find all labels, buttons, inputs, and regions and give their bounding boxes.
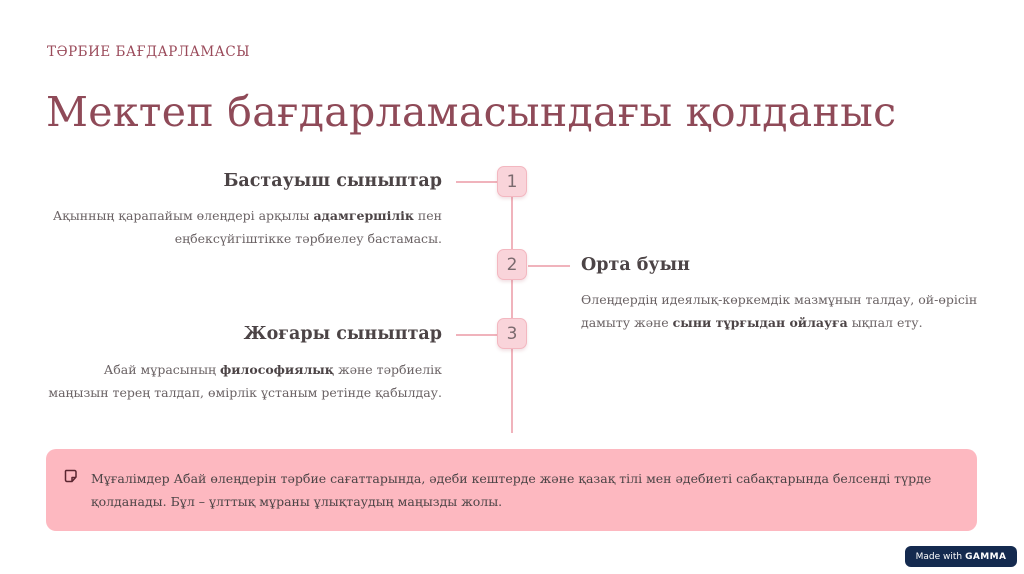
callout-text: Мұғалімдер Абай өлеңдерін тәрбие сағаттарында, әдеби кештерде және қазақ тілі мен әдебиеті сабақтарында белсенді түрде қолданады. Бұл – ұлттық мұраны ұлықтаудың маңызды жолы.: [91, 471, 932, 509]
desc-emphasis: философиялық: [220, 362, 335, 377]
made-with-gamma-badge[interactable]: [905, 546, 1017, 567]
timeline-step-1: 1: [497, 166, 527, 197]
timeline-item-2-desc: [581, 288, 991, 334]
desc-emphasis: адамгершілік: [313, 208, 414, 223]
timeline-connector-2: [528, 265, 570, 267]
desc-text: Абай мұрасының: [103, 362, 221, 377]
section-eyebrow: ТӘРБИЕ БАҒДАРЛАМАСЫ: [47, 44, 251, 60]
desc-text: Өлеңдердің идеялық-көркемдік мазмұнын талдау, ой-өрісін дамыту және: [581, 292, 978, 330]
badge-brand: GAMMA: [965, 551, 1007, 562]
desc-text: ықпал ету.: [847, 315, 923, 330]
timeline-line: [511, 182, 513, 433]
badge-prefix: Made with: [915, 551, 963, 562]
timeline-step-2: 2: [497, 249, 527, 280]
desc-text: және тәрбиелік маңызын терең талдап, өмірлік ұстаным ретінде қабылдау.: [48, 362, 442, 400]
timeline-connector-1: [456, 181, 498, 183]
timeline-connector-3: [456, 334, 498, 336]
callout-box: [46, 449, 977, 531]
page-title: Мектеп бағдарламасындағы қолданыс: [46, 88, 897, 136]
timeline-item-3-desc: [42, 358, 442, 404]
note-edit-icon: [64, 469, 78, 483]
timeline-step-3: 3: [497, 318, 527, 349]
timeline-item-1-title: Бастауыш сыныптар: [223, 171, 442, 191]
timeline-item-1-desc: [42, 204, 442, 250]
timeline-item-2-title: Орта буын: [581, 255, 690, 275]
desc-text: пен еңбексүйгіштікке тәрбиелеу бастамасы.: [174, 208, 442, 246]
desc-emphasis: сыни тұрғыдан ойлауға: [672, 315, 848, 330]
timeline-item-3-title: Жоғары сыныптар: [243, 324, 442, 344]
desc-text: Ақынның қарапайым өлеңдері арқылы: [52, 208, 314, 223]
